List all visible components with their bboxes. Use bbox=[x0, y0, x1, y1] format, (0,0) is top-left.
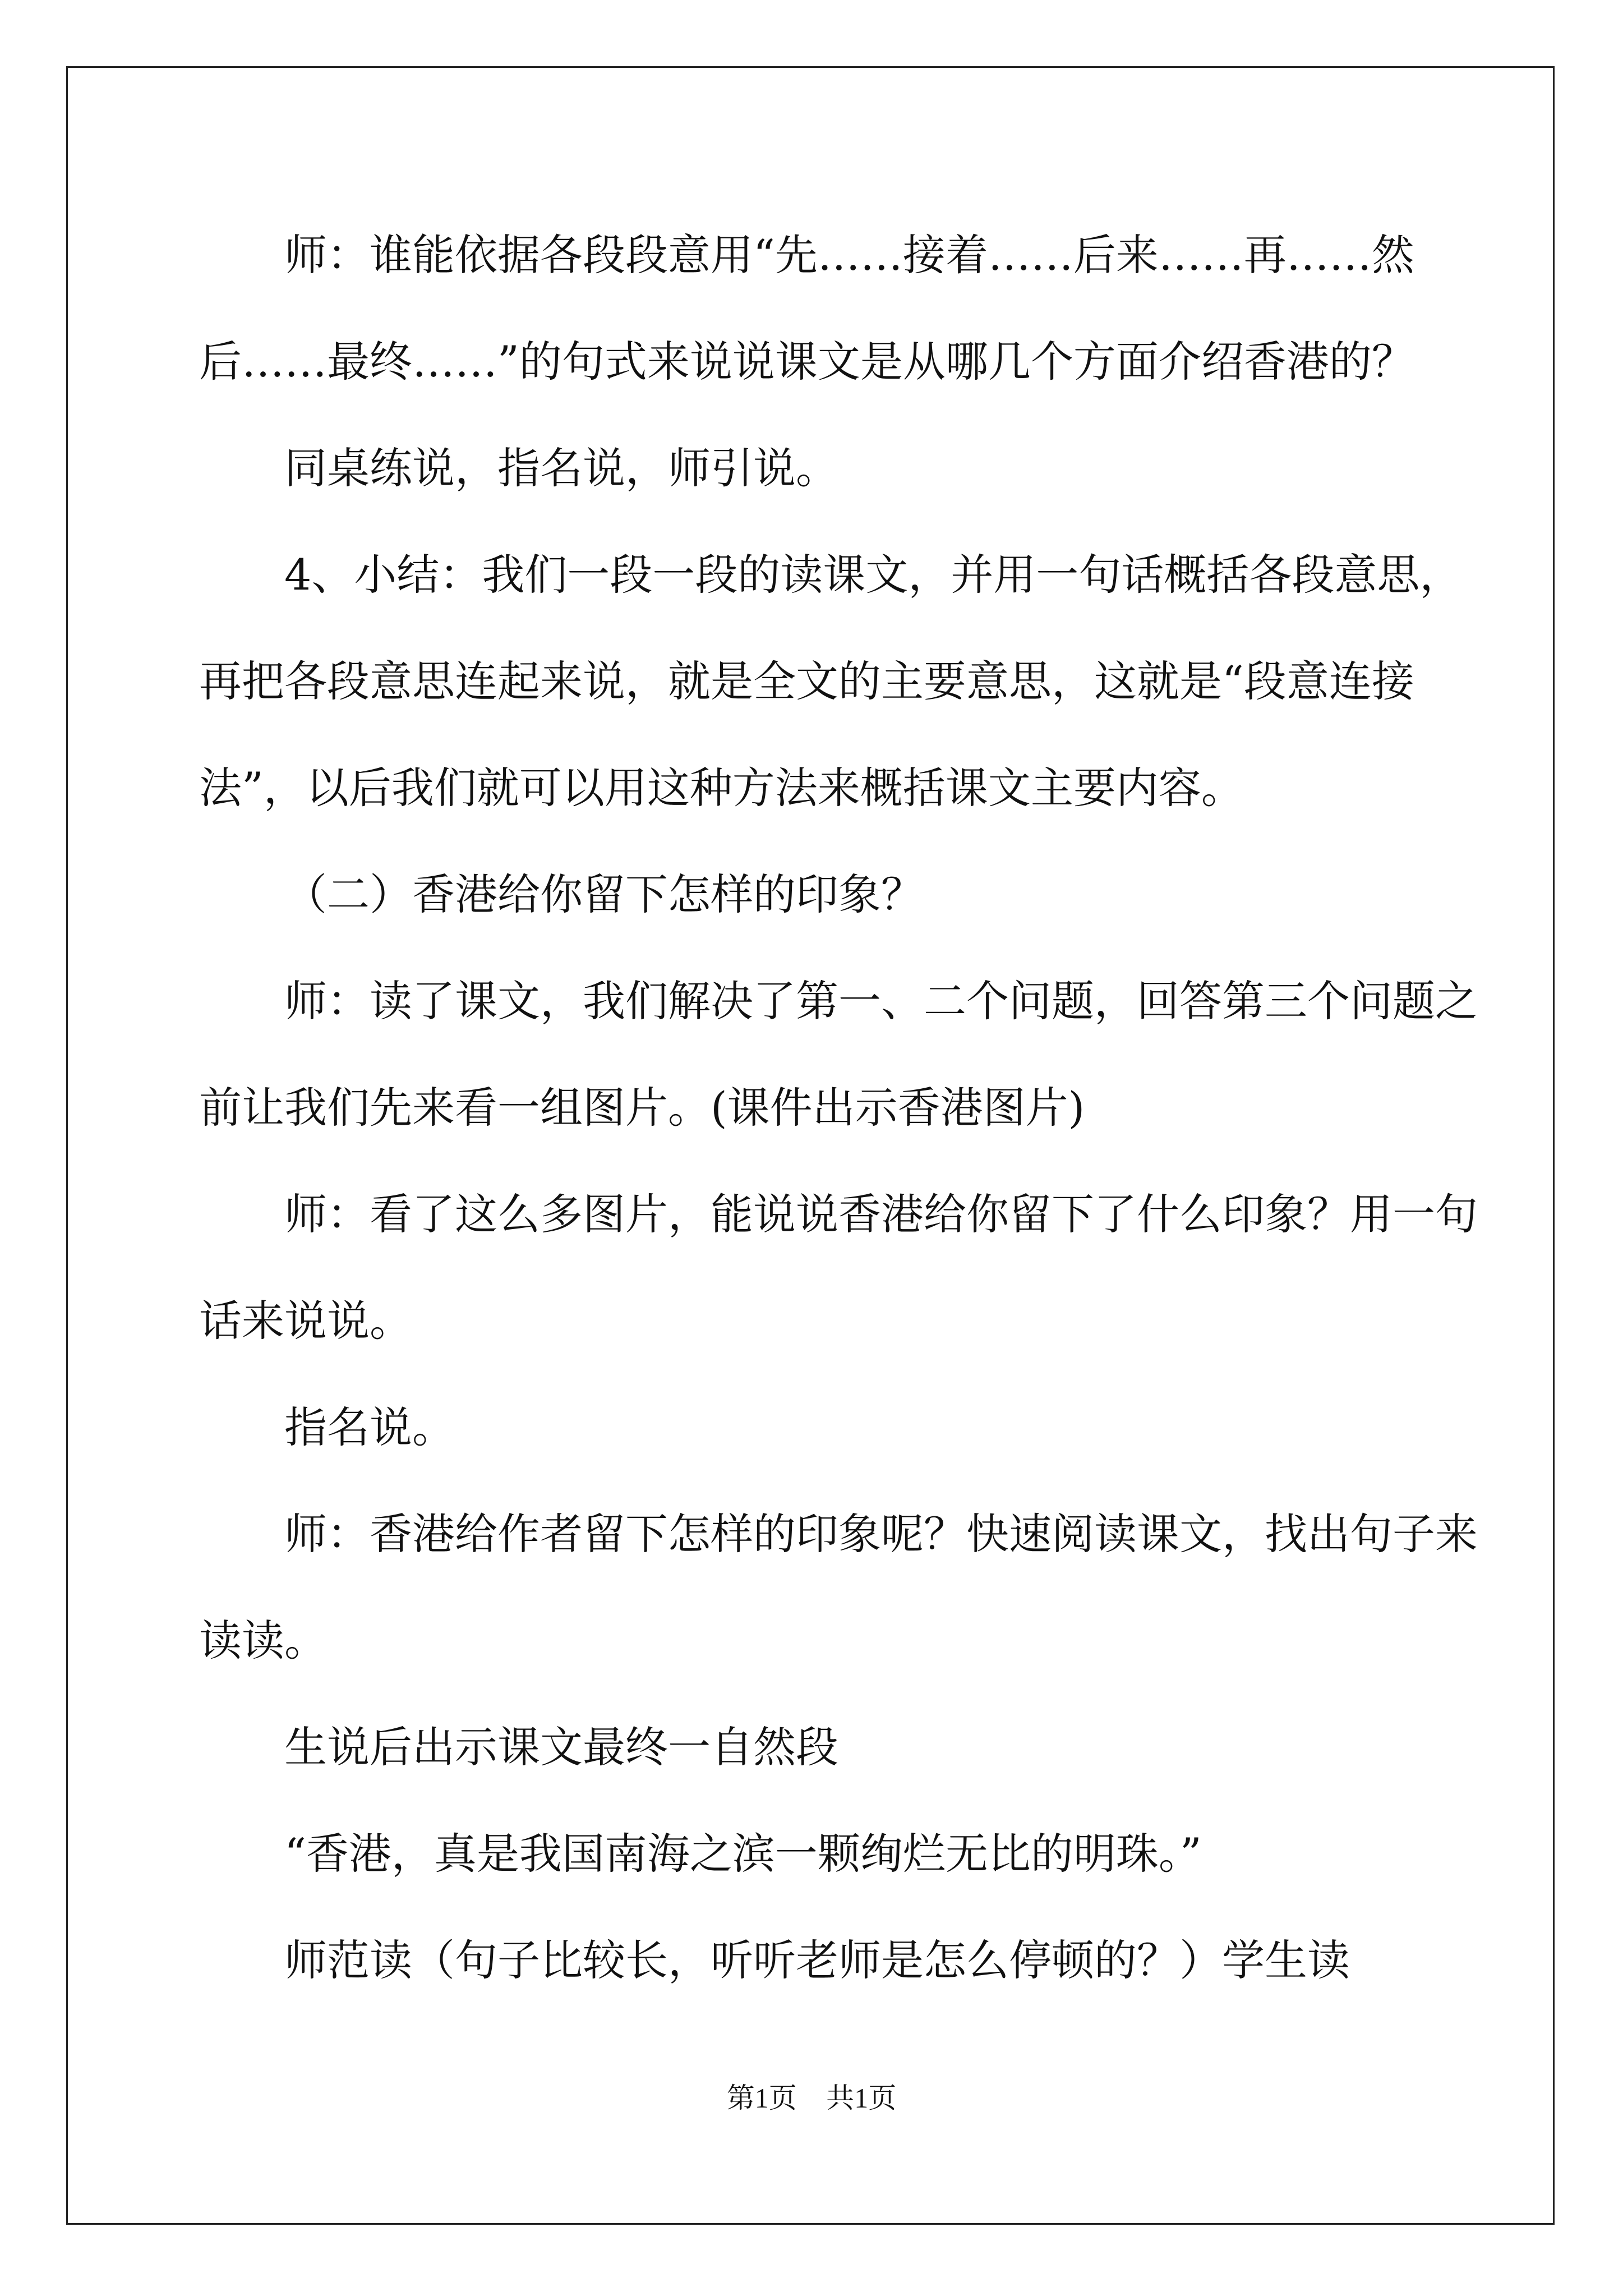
paragraph: 生说后出示课文最终一自然段 bbox=[284, 1722, 838, 1772]
paragraph: “香港，真是我国南海之滨一颗绚烂无比的明珠。” bbox=[284, 1829, 1202, 1879]
page-total: 共1页 bbox=[826, 2082, 897, 2114]
paragraph: 师：谁能依据各段段意用“先……接着……后来……再……然后……最终……”的句式来说说课文是从哪几个方面介绍香港的？ bbox=[199, 230, 1414, 386]
paragraph: 同桌练说，指名说，师引说。 bbox=[284, 443, 838, 493]
paragraph: 师范读（句子比较长，听听老师是怎么停顿的？）学生读 bbox=[284, 1935, 1350, 1985]
paragraph: （二）香港给你留下怎样的印象？ bbox=[284, 869, 924, 919]
paragraph: 指名说。 bbox=[284, 1402, 455, 1452]
paragraph: 师：香港给作者留下怎样的印象呢？快速阅读课文，找出句子来读读。 bbox=[199, 1509, 1478, 1665]
paragraph: 4、小结：我们一段一段的读课文，并用一句话概括各段意思，再把各段意思连起来说，就是全文的主要意思，这就是“段意连接法”，以后我们就可以用这种方法来概括课文主要内容。 bbox=[199, 550, 1463, 813]
page-footer bbox=[0, 2076, 1623, 2116]
page-number: 第1页 bbox=[726, 2082, 797, 2114]
document-body bbox=[199, 202, 1478, 2014]
paragraph: 师：看了这么多图片，能说说香港给你留下了什么印象？用一句话来说说。 bbox=[199, 1189, 1478, 1346]
paragraph: 师：读了课文，我们解决了第一、二个问题，回答第三个问题之前让我们先来看一组图片。(课件出示香港图片) bbox=[199, 976, 1478, 1133]
